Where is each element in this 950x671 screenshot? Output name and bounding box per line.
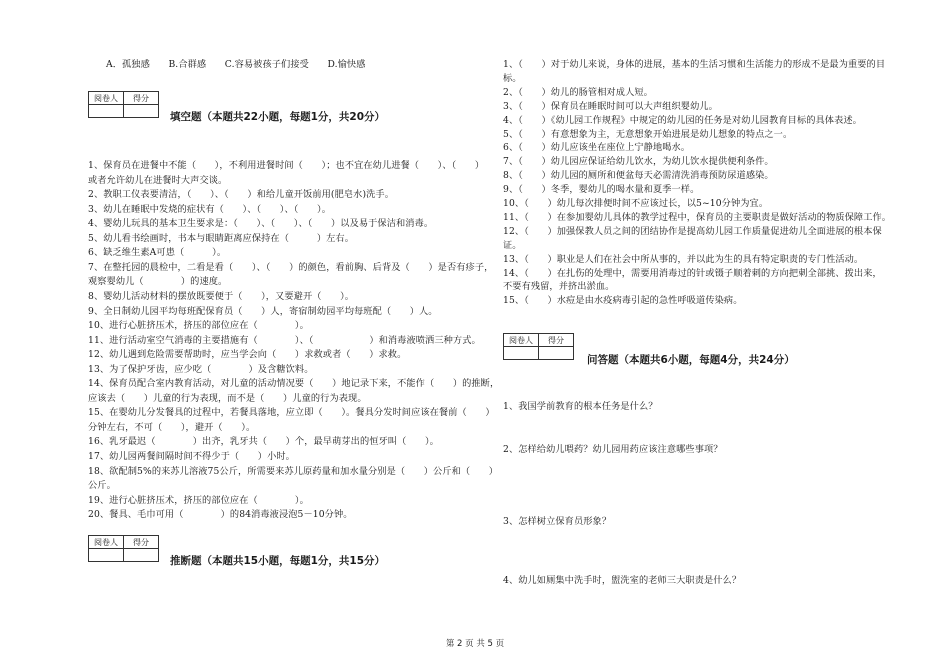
qa-score-box	[503, 333, 574, 360]
score-label: 得分	[539, 334, 574, 347]
judge-question-line: 5、（ ）有意想象为主，无意想象开始进展是幼儿想象的特点之一。	[503, 128, 793, 140]
fill-question-line: 2、教职工仪表要清洁，（ ）、（ ）和给儿童开饭前用(肥皂水)洗手。	[88, 189, 394, 201]
fill-question-line: 16、乳牙最迟（ ）出齐，乳牙共（ ）个，最早萌芽出的恒牙叫（ ）。	[88, 436, 439, 448]
reviewer-cell	[89, 105, 124, 118]
judge-question-line: 15、（ ）水痘是由水疫病毒引起的急性呼吸道传染病。	[503, 295, 743, 307]
qa-question: 4、幼儿如厕集中洗手时，盥洗室的老师三大职责是什么？	[503, 575, 742, 586]
fill-question-line: 19、进行心脏挤压术，挤压的部位应在（ ）。	[88, 494, 309, 506]
fill-question-line: 观察婴幼儿（ ）的速度。	[88, 276, 228, 288]
fill-question-line: 14、保育员配合室内教育活动，对儿童的活动情况要（ ）地记录下来，不能作（ ）的推断，	[88, 378, 500, 390]
fill-question-line: 6、缺乏维生素A可患（ ）。	[88, 247, 227, 259]
fill-question-line: 10、进行心脏挤压术，挤压的部位应在（ ）。	[88, 320, 309, 332]
reviewer-label: 阅卷人	[89, 536, 124, 549]
score-cell	[539, 347, 574, 360]
judge-question-line: 10、（ ）幼儿每次排便时间不应该过长，以5~10分钟为宜。	[503, 198, 769, 209]
score-cell	[124, 105, 159, 118]
judge-question-line: 4、（ ）《幼儿园工作规程》中规定的幼儿园的任务是对幼儿园教育目标的具体表述。	[503, 114, 862, 126]
judge-question-line: 1、（ ）对于幼儿来说，身体的进展，基本的生活习惯和生活能力的形成不是最为重要的目	[503, 59, 886, 70]
fill-question-line: 11、进行活动室空气消毒的主要措施有（ ）、（ ）和消毒液喷洒三种方式。	[88, 334, 481, 346]
fill-question-line: 或者允许幼儿在进餐时大声交谈。	[88, 174, 228, 186]
judge-question-line: 12、（ ）加强保教人员之间的团结协作是提高幼儿园工作质量促进幼儿全面进展的根本保	[503, 225, 882, 237]
fill-question-line: 18、欲配制5%的来苏儿溶液75公斤，所需要来苏儿原药量和加水量分别是（ ）公斤和（ ）	[88, 465, 499, 477]
judge-question-line: 不要有残留，并挤出淤血。	[503, 281, 615, 293]
fill-question-line: 1、保育员在进餐中不能（ ），不利用进餐时间（ ）；也不宜在幼儿进餐（ ）、（ ）	[88, 160, 485, 171]
judge-question-line: 证。	[503, 239, 522, 251]
options-line: A．孤独感 B.合群感 C.容易被孩子们接受 D.愉快感	[106, 59, 366, 70]
fill-question-line: 13、为了保护牙齿，应少吃（ ）及含糖饮料。	[88, 363, 314, 375]
score-label: 得分	[124, 92, 159, 105]
fill-question-line: 20、餐具、毛巾可用（ ）的84消毒液浸泡5－10分钟。	[88, 509, 353, 521]
judge-question-line: 6、（ ）幼儿应该坐在座位上宁静地喝水。	[503, 142, 691, 154]
qa-section-title: 问答题（本题共6小题，每题4分，共24分）	[587, 354, 795, 366]
fill-section-title: 填空题（本题共22小题，每题1分，共20分）	[170, 111, 386, 123]
reviewer-label: 阅卷人	[89, 92, 124, 105]
fill-question-line: 9、全日制幼儿园平均每班配保育员（ ）人，寄宿制幼园平均每班配（ ）人。	[88, 305, 438, 317]
qa-question: 3、怎样树立保育员形象？	[503, 516, 612, 527]
reviewer-cell	[504, 347, 539, 360]
fill-question-line: 8、婴幼儿活动材料的摆放既要便于（ ），又要避开（ ）。	[88, 290, 355, 302]
fill-question-line: 分钟左右，不可（ ），避开（ ）。	[88, 421, 256, 433]
page-footer: 第 2 页 共 5 页	[445, 639, 505, 649]
fill-question-line: 4、婴幼儿玩具的基本卫生要求是：（ ）、（ ）、（ ）以及易于保洁和消毒。	[88, 218, 434, 230]
qa-question: 2、怎样给幼儿喂药？幼儿园用药应该注意哪些事项？	[503, 444, 723, 455]
judge-question-line: 标。	[503, 72, 522, 84]
fill-question-line: 17、幼儿园两餐间隔时间不得少于（ ）小时。	[88, 451, 295, 462]
judge-score-box	[88, 535, 159, 562]
judge-question-line: 11、（ ）在参加婴幼儿具体的教学过程中，保育员的主要职责是做好活动的物质保障工作。	[503, 211, 892, 223]
fill-score-box	[88, 91, 159, 118]
judge-question-line: 3、（ ）保育员在睡眠时间可以大声组织婴幼儿。	[503, 100, 718, 112]
qa-question: 1、我国学前教育的根本任务是什么？	[503, 401, 658, 412]
score-label: 得分	[124, 536, 159, 549]
judge-question-line: 13、（ ）职业是人们在社会中所从事的，并以此为生的具有特定职责的专门性活动。	[503, 253, 864, 265]
judge-question-line: 7、（ ）幼儿园应保证给幼儿饮水，为幼儿饮水提供便利条件。	[503, 156, 774, 168]
score-cell	[124, 549, 159, 562]
fill-question-line: 公斤。	[88, 480, 116, 492]
judge-question-line: 2、（ ）幼儿的肠管相对成人短。	[503, 86, 653, 98]
fill-question-line: 7、在整托园的晨检中，二看是看（ ）、（ ）的颜色，看前胸、后背及（ ）是否有疹子，	[88, 261, 494, 273]
fill-question-line: 12、幼儿遇到危险需要帮助时，应当学会向（ ）求救或者（ ）求救。	[88, 349, 407, 361]
reviewer-label: 阅卷人	[504, 334, 539, 347]
fill-question-line: 5、幼儿看书绘画时，书本与眼睛距离应保持在（ ）左右。	[88, 232, 354, 244]
judge-section-title: 推断题（本题共15小题，每题1分，共15分）	[170, 555, 386, 567]
judge-question-line: 9、（ ）冬季，婴幼儿的喝水量和夏季一样。	[503, 184, 700, 196]
judge-question-line: 14、（ ）在扎伤的处理中，需要用消毒过的针或镊子顺着刺的方向把刺全部挑、拨出来，	[503, 267, 882, 279]
fill-question-line: 3、幼儿在睡眠中发烧的症状有（ ）、（ ）、（ ）。	[88, 203, 331, 215]
reviewer-cell	[89, 549, 124, 562]
fill-question-line: 15、在婴幼儿分发餐具的过程中，若餐具落地，应立即（ ）。餐具分发时间应该在餐前（ ）	[88, 407, 495, 419]
fill-question-line: 应该去（ ）儿童的行为表现，而不是（ ）儿童的行为表现。	[88, 392, 367, 404]
judge-question-line: 8、（ ）幼儿园的厕所和便盆每天必需清洗消毒预防尿道感染。	[503, 170, 774, 182]
